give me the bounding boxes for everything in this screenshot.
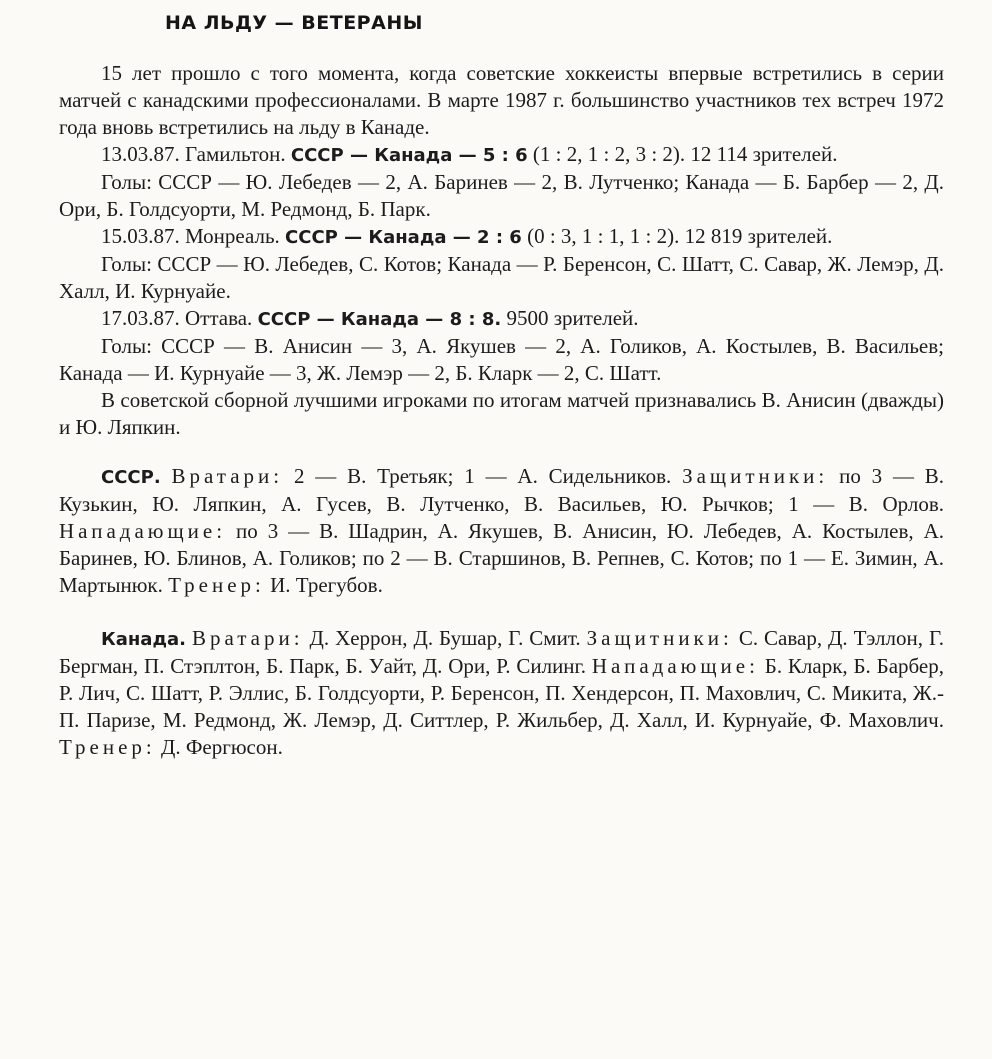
ussr-coach-label: Тренер: bbox=[168, 573, 265, 597]
canada-goalies: Д. Херрон, Д. Бушар, Г. Смит. bbox=[309, 626, 581, 650]
ussr-forwards-label: Нападающие: bbox=[59, 519, 227, 543]
canada-coach-label: Тренер: bbox=[59, 735, 156, 759]
ussr-coach: И. Трегубов. bbox=[270, 573, 383, 597]
article-body bbox=[59, 60, 944, 761]
game-3-goals: Голы: СССР — В. Анисин — 3, А. Якушев — 2, А. Голиков, А. Костылев, В. Васильев; Канада — И. Курнуайе — 3, Ж. Лемэр — 2, Б. Кларк — 2, С. Шатт. bbox=[59, 334, 944, 385]
canada-goalies-label: Вратари: bbox=[191, 626, 304, 650]
ussr-team-name: СССР. bbox=[101, 467, 161, 488]
canada-defense: С. Савар, Д. Тэллон, Г. Бергман, П. Стэплтон, Б. Парк, Б. Уайт, Д. Ори, Р. Силинг. bbox=[59, 626, 944, 678]
game-1-lead: 13.03.87. Гамильтон. bbox=[101, 142, 286, 166]
ussr-goalies-label: Вратари: bbox=[171, 464, 284, 488]
game-3-result bbox=[59, 305, 944, 333]
game-2-score: СССР — Канада — 2 : 6 bbox=[285, 227, 522, 248]
canada-defense-label: Защитники: bbox=[586, 626, 733, 650]
game-2-goals: Голы: СССР — Ю. Лебедев, С. Котов; Канада — Р. Беренсон, С. Шатт, С. Савар, Ж. Лемэр, Д. Халл, И. Курнуайе. bbox=[59, 252, 944, 303]
game-3-tail: 9500 зрителей. bbox=[506, 306, 639, 330]
best-players-paragraph: В советской сборной лучшими игроками по итогам матчей признавались В. Анисин (дважды) и Ю. Ляпкин. bbox=[59, 388, 944, 439]
ussr-goalies: 2 — В. Третьяк; 1 — А. Сидельников. bbox=[293, 464, 672, 488]
ussr-defense-label: Защитники: bbox=[682, 464, 829, 488]
canada-forwards-label: Нападающие: bbox=[591, 654, 759, 678]
intro-paragraph: 15 лет прошло с того момента, когда советские хоккеисты впервые встретились в серии матчей с канадскими профессионалами. В марте 1987 г. большинство участников тех встреч 1972 года вновь встретились на льду в Канаде. bbox=[59, 61, 944, 139]
game-1-result bbox=[59, 141, 944, 169]
game-2-lead: 15.03.87. Монреаль. bbox=[101, 224, 280, 248]
canada-team-name: Канада. bbox=[101, 629, 186, 650]
game-1-tail: (1 : 2, 1 : 2, 3 : 2). 12 114 зрителей. bbox=[532, 142, 838, 166]
ussr-defense: по 3 — В. Кузькин, Ю. Ляпкин, А. Гусев, В. Лутченко, В. Васильев, Ю. Рычков; 1 — В. Орлов. bbox=[59, 464, 945, 516]
article-title: НА ЛЬДУ — ВЕТЕРАНЫ bbox=[165, 12, 423, 34]
game-3-lead: 17.03.87. Оттава. bbox=[101, 306, 253, 330]
ussr-roster bbox=[59, 463, 944, 599]
game-1-goals: Голы: СССР — Ю. Лебедев — 2, А. Баринев — 2, В. Лутченко; Канада — Б. Барбер — 2, Д. Ори, Б. Голдсуорти, М. Редмонд, Б. Парк. bbox=[59, 170, 944, 221]
game-2-result bbox=[59, 223, 944, 251]
canada-coach: Д. Фергюсон. bbox=[161, 735, 283, 759]
canada-forwards: Б. Кларк, Б. Барбер, Р. Лич, С. Шатт, Р. Эллис, Б. Голдсуорти, Р. Беренсон, П. Хендерсон, П. Маховлич, С. Микита, Ж.-П. Паризе, М. Редмонд, Ж. Лемэр, Д. Ситтлер, Р. Жильбер, Д. Халл, И. Курнуайе, Ф. Маховлич. bbox=[59, 654, 945, 732]
ussr-forwards: по 3 — В. Шадрин, А. Якушев, В. Анисин, Ю. Лебедев, А. Костылев, А. Баринев, Ю. Блинов, А. Голиков; по 2 — В. Старшинов, В. Репнев, С. Котов; по 1 — Е. Зимин, А. Мартынюк. bbox=[59, 519, 945, 597]
game-2-tail: (0 : 3, 1 : 1, 1 : 2). 12 819 зрителей. bbox=[527, 224, 833, 248]
game-1-score: СССР — Канада — 5 : 6 bbox=[290, 145, 528, 166]
game-3-score: СССР — Канада — 8 : 8. bbox=[257, 309, 502, 330]
canada-roster bbox=[59, 625, 944, 761]
